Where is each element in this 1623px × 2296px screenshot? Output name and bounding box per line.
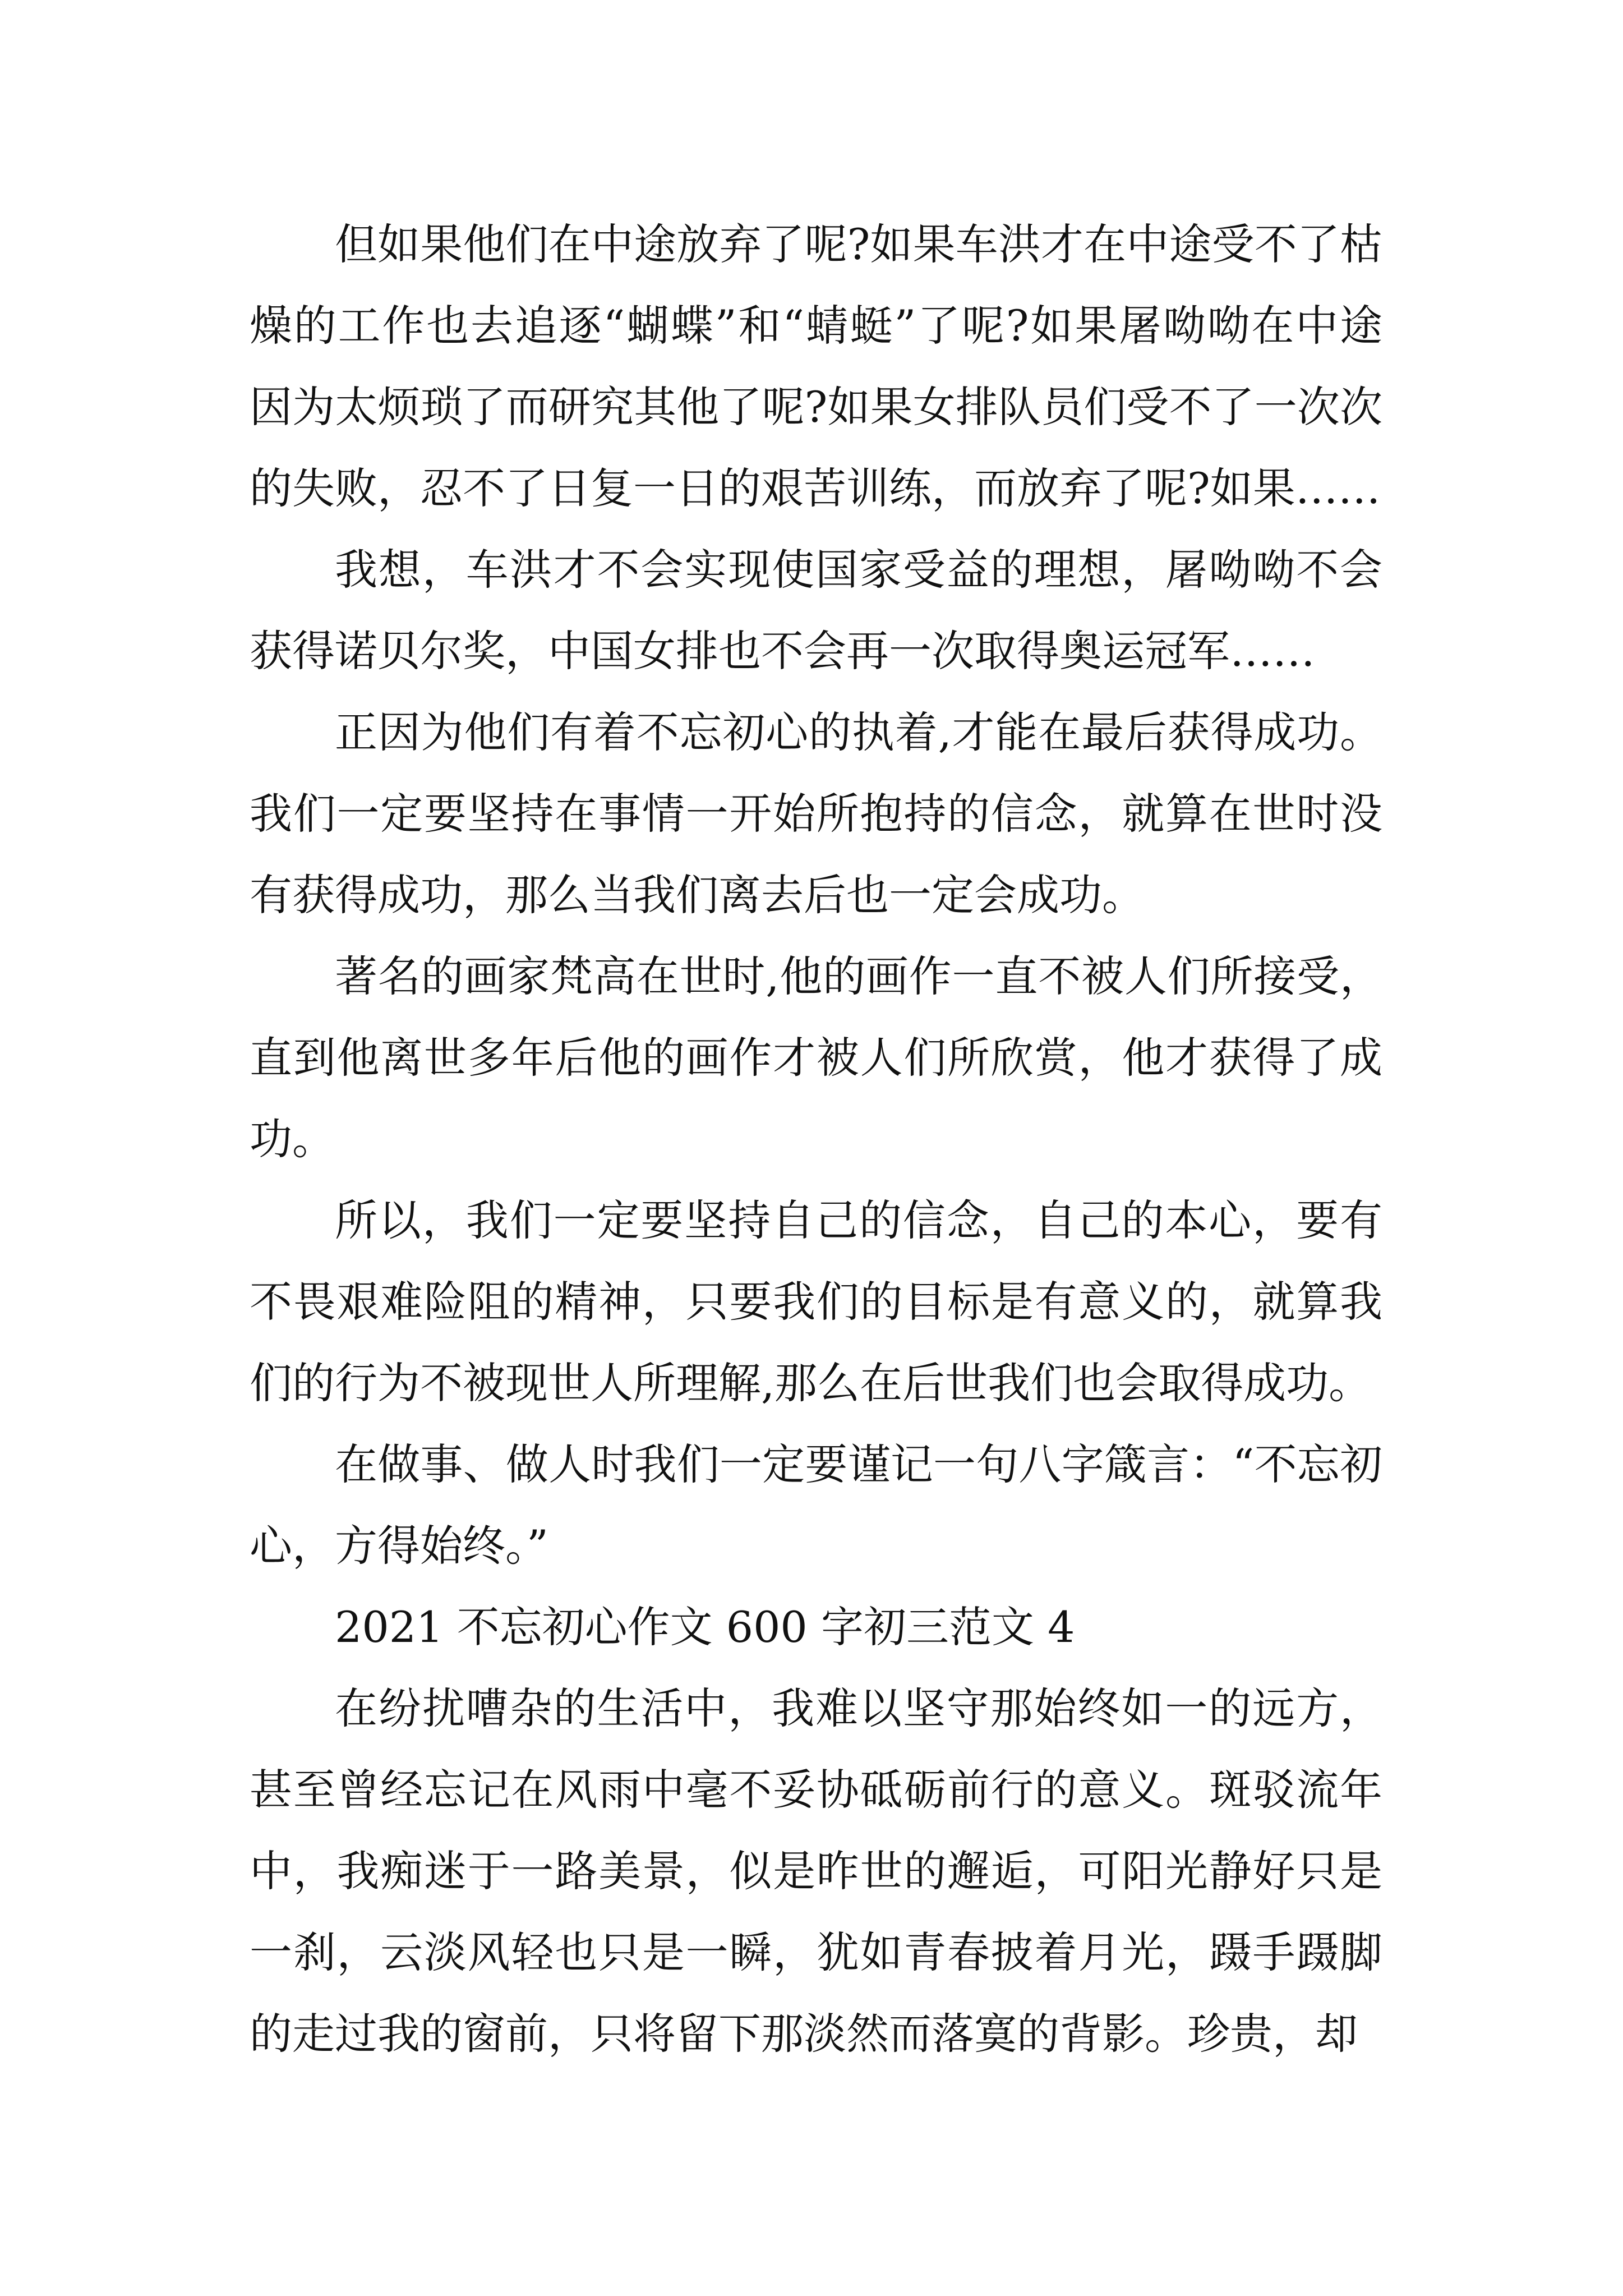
paragraph-1: 但如果他们在中途放弃了呢?如果车洪才在中途受不了枯燥的工作也去追逐“蝴蝶”和“蜻蜓”了呢?如果屠呦呦在中途因为太烦琐了而研究其他了呢?如果女排队员们受不了一次次的失败，忍不了日复一日的艰苦训练，而放弃了呢?如果……: [250, 219, 1382, 513]
paragraph-6: 在做事、做人时我们一定要谨记一句八字箴言：“不忘初心，方得始终。”: [250, 1439, 1382, 1571]
section-paragraph-1: 在纷扰嘈杂的生活中，我难以坚守那始终如一的远方，甚至曾经忘记在风雨中毫不妥协砥砺前行的意义。斑驳流年中，我痴迷于一路美景，似是昨世的邂逅，可阳光静好只是一刹，云淡风轻也只是一瞬，犹如青春披着月光，蹑手蹑脚的走过我的窗前，只将留下那淡然而落寞的背影。珍贵，却: [250, 1683, 1382, 2059]
section-heading: 2021 不忘初心作文 600 字初三范文 4: [335, 1602, 1075, 1652]
paragraph-5: 所以，我们一定要坚持自己的信念，自己的本心，要有不畏艰难险阻的精神，只要我们的目标是有意义的，就算我们的行为不被现世人所理解,那么在后世我们也会取得成功。: [250, 1195, 1382, 1408]
paragraph-2: 我想，车洪才不会实现使国家受益的理想，屠呦呦不会获得诺贝尔奖，中国女排也不会再一次取得奥运冠军……: [250, 545, 1382, 676]
document-body: [250, 204, 1382, 2074]
paragraph-3: 正因为他们有着不忘初心的执着,才能在最后获得成功。我们一定要坚持在事情一开始所抱持的信念，就算在世时没有获得成功，那么当我们离去后也一定会成功。: [250, 707, 1382, 920]
paragraph-4: 著名的画家梵高在世时,他的画作一直不被人们所接受，直到他离世多年后他的画作才被人们所欣赏，他才获得了成功。: [250, 951, 1382, 1164]
